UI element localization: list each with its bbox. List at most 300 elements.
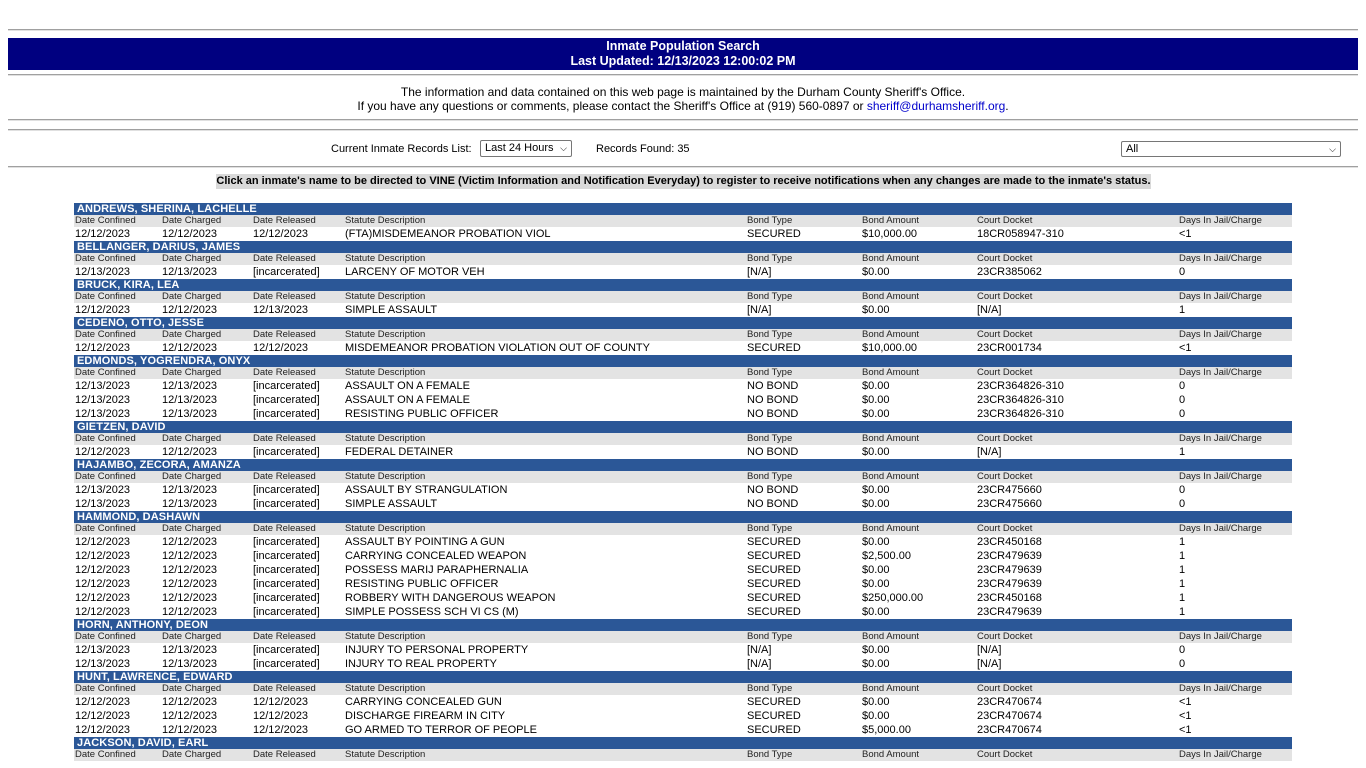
cell-bond-type: SECURED <box>747 606 801 618</box>
cell-date-charged: 12/12/2023 <box>162 228 218 240</box>
column-header-court-docket: Court Docket <box>977 329 1033 340</box>
cell-bond-type: NO BOND <box>747 446 799 458</box>
chevron-down-icon: ⌵ <box>560 143 567 153</box>
column-header-days-in-jail: Days In Jail/Charge <box>1179 433 1262 444</box>
column-header-date-released: Date Released <box>253 471 316 482</box>
cell-date-released: [incarcerated] <box>253 606 320 618</box>
column-header-court-docket: Court Docket <box>977 433 1033 444</box>
filter-select[interactable] <box>1121 141 1341 157</box>
cell-statute-description: RESISTING PUBLIC OFFICER <box>345 578 499 590</box>
column-header-date-confined: Date Confined <box>75 253 136 264</box>
cell-date-charged: 12/12/2023 <box>162 710 218 722</box>
column-header-statute-description: Statute Description <box>345 683 426 694</box>
records-range-value: Last 24 Hours <box>485 142 554 154</box>
top-divider <box>8 29 1358 31</box>
cell-court-docket: 23CR450168 <box>977 592 1042 604</box>
cell-bond-amount: $0.00 <box>862 536 890 548</box>
column-header-date-released: Date Released <box>253 433 316 444</box>
column-header-date-confined: Date Confined <box>75 471 136 482</box>
info-line-1: The information and data contained on this web page is maintained by the Durham County Sheriff's Office. <box>400 85 966 99</box>
column-header-bond-type: Bond Type <box>747 631 793 642</box>
column-header-date-charged: Date Charged <box>162 291 222 302</box>
column-header-court-docket: Court Docket <box>977 367 1033 378</box>
cell-date-confined: 12/12/2023 <box>75 304 131 316</box>
column-header-bond-amount: Bond Amount <box>862 329 920 340</box>
cell-days-in-jail: 0 <box>1179 658 1186 670</box>
cell-court-docket: 23CR364826-310 <box>977 394 1064 406</box>
cell-days-in-jail: 1 <box>1179 592 1186 604</box>
cell-bond-amount: $0.00 <box>862 394 890 406</box>
cell-date-confined: 12/12/2023 <box>75 724 131 736</box>
charge-row <box>74 265 1292 279</box>
cell-date-released: 12/12/2023 <box>253 342 309 354</box>
column-header-date-released: Date Released <box>253 523 316 534</box>
cell-date-confined: 12/13/2023 <box>75 266 131 278</box>
cell-statute-description: POSSESS MARIJ PARAPHERNALIA <box>345 564 529 576</box>
column-header-date-confined: Date Confined <box>75 523 136 534</box>
charge-row <box>74 227 1292 241</box>
cell-date-charged: 12/12/2023 <box>162 724 218 736</box>
cell-bond-amount: $0.00 <box>862 644 890 656</box>
inmate-name-link[interactable]: HUNT, LAWRENCE, EDWARD <box>74 671 1292 683</box>
cell-bond-amount: $0.00 <box>862 498 890 510</box>
cell-court-docket: 18CR058947-310 <box>977 228 1064 240</box>
cell-bond-amount: $10,000.00 <box>862 228 918 240</box>
column-header-date-charged: Date Charged <box>162 683 222 694</box>
cell-court-docket: 23CR450168 <box>977 536 1042 548</box>
charge-row <box>74 657 1292 671</box>
column-header-bond-amount: Bond Amount <box>862 215 920 226</box>
column-header-statute-description: Statute Description <box>345 291 426 302</box>
column-header-date-confined: Date Confined <box>75 329 136 340</box>
cell-statute-description: GO ARMED TO TERROR OF PEOPLE <box>345 724 537 736</box>
cell-statute-description: INJURY TO PERSONAL PROPERTY <box>345 644 529 656</box>
cell-bond-amount: $0.00 <box>862 484 890 496</box>
column-header-date-confined: Date Confined <box>75 433 136 444</box>
cell-date-released: [incarcerated] <box>253 644 320 656</box>
cell-court-docket: [N/A] <box>977 304 1002 316</box>
cell-bond-type: [N/A] <box>747 644 772 656</box>
info-line-2-end: . <box>1005 99 1009 113</box>
column-header-court-docket: Court Docket <box>977 291 1033 302</box>
cell-court-docket: [N/A] <box>977 658 1002 670</box>
column-header-date-confined: Date Confined <box>75 215 136 226</box>
column-header-days-in-jail: Days In Jail/Charge <box>1179 749 1262 760</box>
last-updated: Last Updated: 12/13/2023 12:00:02 PM <box>570 54 796 68</box>
cell-date-confined: 12/12/2023 <box>75 446 131 458</box>
info-line-2-text: If you have any questions or comments, please contact the Sheriff's Office at (919) 560-0897 or <box>357 99 867 113</box>
column-header-date-released: Date Released <box>253 215 316 226</box>
cell-date-confined: 12/12/2023 <box>75 606 131 618</box>
cell-bond-type: SECURED <box>747 228 801 240</box>
charge-row <box>74 591 1292 605</box>
column-header-bond-amount: Bond Amount <box>862 749 920 760</box>
cell-court-docket: 23CR479639 <box>977 564 1042 576</box>
cell-statute-description: ASSAULT BY STRANGULATION <box>345 484 508 496</box>
cell-date-charged: 12/13/2023 <box>162 484 218 496</box>
cell-bond-type: SECURED <box>747 536 801 548</box>
cell-court-docket: 23CR470674 <box>977 696 1042 708</box>
cell-date-charged: 12/13/2023 <box>162 658 218 670</box>
cell-date-charged: 12/13/2023 <box>162 498 218 510</box>
charge-header-row <box>74 749 1292 761</box>
cell-bond-amount: $0.00 <box>862 658 890 670</box>
filter-value: All <box>1126 143 1139 155</box>
column-header-date-released: Date Released <box>253 367 316 378</box>
column-header-date-charged: Date Charged <box>162 367 222 378</box>
charge-row <box>74 393 1292 407</box>
column-header-date-charged: Date Charged <box>162 215 222 226</box>
cell-bond-type: SECURED <box>747 592 801 604</box>
cell-bond-amount: $0.00 <box>862 304 890 316</box>
column-header-days-in-jail: Days In Jail/Charge <box>1179 471 1262 482</box>
charge-header-row <box>74 367 1292 379</box>
cell-days-in-jail: 1 <box>1179 550 1186 562</box>
cell-court-docket: 23CR479639 <box>977 578 1042 590</box>
column-header-days-in-jail: Days In Jail/Charge <box>1179 631 1262 642</box>
cell-date-released: [incarcerated] <box>253 446 320 458</box>
cell-court-docket: [N/A] <box>977 446 1002 458</box>
cell-bond-type: [N/A] <box>747 266 772 278</box>
column-header-bond-type: Bond Type <box>747 749 793 760</box>
charge-header-row <box>74 253 1292 265</box>
info-divider-2 <box>8 129 1358 131</box>
column-header-days-in-jail: Days In Jail/Charge <box>1179 329 1262 340</box>
column-header-days-in-jail: Days In Jail/Charge <box>1179 291 1262 302</box>
cell-date-confined: 12/12/2023 <box>75 228 131 240</box>
charge-row <box>74 577 1292 591</box>
column-header-statute-description: Statute Description <box>345 471 426 482</box>
cell-date-confined: 12/12/2023 <box>75 564 131 576</box>
column-header-date-confined: Date Confined <box>75 683 136 694</box>
cell-statute-description: ASSAULT ON A FEMALE <box>345 394 470 406</box>
cell-statute-description: FEDERAL DETAINER <box>345 446 454 458</box>
column-header-bond-type: Bond Type <box>747 471 793 482</box>
column-header-date-released: Date Released <box>253 329 316 340</box>
column-header-days-in-jail: Days In Jail/Charge <box>1179 523 1262 534</box>
cell-court-docket: 23CR364826-310 <box>977 408 1064 420</box>
cell-date-released: [incarcerated] <box>253 536 320 548</box>
column-header-bond-type: Bond Type <box>747 433 793 444</box>
cell-court-docket: 23CR001734 <box>977 342 1042 354</box>
cell-days-in-jail: 1 <box>1179 536 1186 548</box>
email-link[interactable]: sheriff@durhamsheriff.org <box>866 99 1006 113</box>
charge-header-row <box>74 329 1292 341</box>
column-header-days-in-jail: Days In Jail/Charge <box>1179 253 1262 264</box>
cell-date-confined: 12/13/2023 <box>75 394 131 406</box>
cell-date-released: [incarcerated] <box>253 394 320 406</box>
charge-row <box>74 303 1292 317</box>
inmate-name-link[interactable]: JACKSON, DAVID, EARL <box>74 737 1292 749</box>
inmate-name-link[interactable]: GIETZEN, DAVID <box>74 421 1292 433</box>
cell-bond-type: [N/A] <box>747 304 772 316</box>
column-header-court-docket: Court Docket <box>977 215 1033 226</box>
charge-row <box>74 341 1292 355</box>
cell-date-charged: 12/12/2023 <box>162 606 218 618</box>
cell-date-released: [incarcerated] <box>253 266 320 278</box>
cell-date-charged: 12/12/2023 <box>162 536 218 548</box>
column-header-date-released: Date Released <box>253 291 316 302</box>
charge-header-row <box>74 523 1292 535</box>
cell-date-released: [incarcerated] <box>253 408 320 420</box>
cell-statute-description: ROBBERY WITH DANGEROUS WEAPON <box>345 592 556 604</box>
cell-days-in-jail: 1 <box>1179 446 1186 458</box>
charge-row <box>74 379 1292 393</box>
cell-date-confined: 12/13/2023 <box>75 484 131 496</box>
charge-row <box>74 549 1292 563</box>
column-header-bond-amount: Bond Amount <box>862 367 920 378</box>
cell-bond-amount: $2,500.00 <box>862 550 911 562</box>
column-header-date-charged: Date Charged <box>162 749 222 760</box>
cell-bond-type: SECURED <box>747 724 801 736</box>
inmate-name-link[interactable]: HAJAMBO, ZECORA, AMANZA <box>74 459 1292 471</box>
cell-statute-description: LARCENY OF MOTOR VEH <box>345 266 485 278</box>
charge-header-row <box>74 683 1292 695</box>
cell-bond-type: NO BOND <box>747 408 799 420</box>
inmate-name-link[interactable]: BRUCK, KIRA, LEA <box>74 279 1292 291</box>
cell-date-released: [incarcerated] <box>253 578 320 590</box>
chevron-down-icon: ⌵ <box>1329 144 1336 154</box>
vine-notice: Click an inmate's name to be directed to VINE (Victim Information and Notification Everyday) to register to receive notifications when any changes are made to the inmate's status. <box>216 175 1151 187</box>
column-header-statute-description: Statute Description <box>345 367 426 378</box>
cell-date-confined: 12/12/2023 <box>75 696 131 708</box>
column-header-bond-type: Bond Type <box>747 291 793 302</box>
charge-header-row <box>74 471 1292 483</box>
cell-date-charged: 12/13/2023 <box>162 380 218 392</box>
cell-bond-type: SECURED <box>747 578 801 590</box>
cell-date-released: [incarcerated] <box>253 498 320 510</box>
cell-date-released: [incarcerated] <box>253 564 320 576</box>
cell-date-confined: 12/12/2023 <box>75 710 131 722</box>
cell-days-in-jail: <1 <box>1179 342 1192 354</box>
cell-bond-type: SECURED <box>747 696 801 708</box>
cell-statute-description: DISCHARGE FIREARM IN CITY <box>345 710 506 722</box>
cell-date-confined: 12/12/2023 <box>75 342 131 354</box>
column-header-bond-amount: Bond Amount <box>862 523 920 534</box>
cell-days-in-jail: 0 <box>1179 408 1186 420</box>
column-header-bond-amount: Bond Amount <box>862 683 920 694</box>
cell-statute-description: INJURY TO REAL PROPERTY <box>345 658 498 670</box>
column-header-date-charged: Date Charged <box>162 329 222 340</box>
cell-bond-amount: $0.00 <box>862 696 890 708</box>
column-header-bond-amount: Bond Amount <box>862 471 920 482</box>
cell-bond-type: NO BOND <box>747 484 799 496</box>
cell-bond-type: [N/A] <box>747 658 772 670</box>
column-header-court-docket: Court Docket <box>977 253 1033 264</box>
cell-statute-description: RESISTING PUBLIC OFFICER <box>345 408 499 420</box>
cell-statute-description: ASSAULT BY POINTING A GUN <box>345 536 505 548</box>
cell-court-docket: [N/A] <box>977 644 1002 656</box>
inmate-name-link[interactable]: HORN, ANTHONY, DEON <box>74 619 1292 631</box>
cell-bond-type: SECURED <box>747 550 801 562</box>
cell-bond-type: NO BOND <box>747 394 799 406</box>
cell-days-in-jail: 1 <box>1179 578 1186 590</box>
cell-days-in-jail: <1 <box>1179 724 1192 736</box>
cell-date-charged: 12/13/2023 <box>162 394 218 406</box>
charge-header-row <box>74 291 1292 303</box>
cell-court-docket: 23CR385062 <box>977 266 1042 278</box>
charge-row <box>74 643 1292 657</box>
cell-date-confined: 12/13/2023 <box>75 408 131 420</box>
column-header-bond-type: Bond Type <box>747 215 793 226</box>
charge-row <box>74 445 1292 459</box>
cell-days-in-jail: 0 <box>1179 380 1186 392</box>
cell-statute-description: SIMPLE ASSAULT <box>345 498 438 510</box>
cell-days-in-jail: 0 <box>1179 498 1186 510</box>
cell-date-charged: 12/12/2023 <box>162 446 218 458</box>
records-range-select[interactable] <box>480 140 572 157</box>
controls-divider <box>8 166 1358 168</box>
cell-date-confined: 12/12/2023 <box>75 550 131 562</box>
column-header-days-in-jail: Days In Jail/Charge <box>1179 215 1262 226</box>
cell-date-released: [incarcerated] <box>253 380 320 392</box>
column-header-bond-type: Bond Type <box>747 523 793 534</box>
cell-date-charged: 12/12/2023 <box>162 696 218 708</box>
column-header-date-released: Date Released <box>253 253 316 264</box>
cell-statute-description: CARRYING CONCEALED GUN <box>345 696 502 708</box>
column-header-date-charged: Date Charged <box>162 253 222 264</box>
inmate-name-link[interactable]: BELLANGER, DARIUS, JAMES <box>74 241 1292 253</box>
charge-row <box>74 695 1292 709</box>
inmate-name-link[interactable]: ANDREWS, SHERINA, LACHELLE <box>74 203 1292 215</box>
cell-bond-type: SECURED <box>747 342 801 354</box>
cell-bond-amount: $0.00 <box>862 606 890 618</box>
cell-court-docket: 23CR479639 <box>977 606 1042 618</box>
cell-date-released: 12/12/2023 <box>253 228 309 240</box>
banner-divider <box>8 74 1358 76</box>
cell-bond-type: SECURED <box>747 710 801 722</box>
page-banner <box>8 38 1358 70</box>
info-line-2 <box>8 99 1358 113</box>
column-header-bond-type: Bond Type <box>747 253 793 264</box>
column-header-date-confined: Date Confined <box>75 367 136 378</box>
column-header-date-charged: Date Charged <box>162 433 222 444</box>
cell-date-released: [incarcerated] <box>253 592 320 604</box>
column-header-statute-description: Statute Description <box>345 749 426 760</box>
column-header-statute-description: Statute Description <box>345 329 426 340</box>
cell-bond-amount: $5,000.00 <box>862 724 911 736</box>
cell-days-in-jail: <1 <box>1179 228 1192 240</box>
cell-date-confined: 12/13/2023 <box>75 498 131 510</box>
cell-bond-amount: $0.00 <box>862 446 890 458</box>
charge-row <box>74 497 1292 511</box>
column-header-date-released: Date Released <box>253 749 316 760</box>
column-header-date-charged: Date Charged <box>162 471 222 482</box>
cell-court-docket: 23CR470674 <box>977 724 1042 736</box>
column-header-statute-description: Statute Description <box>345 433 426 444</box>
column-header-bond-type: Bond Type <box>747 683 793 694</box>
column-header-court-docket: Court Docket <box>977 683 1033 694</box>
column-header-statute-description: Statute Description <box>345 253 426 264</box>
charge-header-row <box>74 215 1292 227</box>
inmate-name-link[interactable]: EDMONDS, YOGRENDRA, ONYX <box>74 355 1292 367</box>
column-header-court-docket: Court Docket <box>977 749 1033 760</box>
column-header-court-docket: Court Docket <box>977 523 1033 534</box>
cell-bond-amount: $0.00 <box>862 380 890 392</box>
charge-row <box>74 563 1292 577</box>
inmate-name-link[interactable]: CEDENO, OTTO, JESSE <box>74 317 1292 329</box>
column-header-bond-type: Bond Type <box>747 329 793 340</box>
info-divider-1 <box>8 119 1358 121</box>
cell-date-confined: 12/13/2023 <box>75 644 131 656</box>
charge-row <box>74 723 1292 737</box>
charge-row <box>74 605 1292 619</box>
cell-date-charged: 12/12/2023 <box>162 304 218 316</box>
cell-bond-amount: $0.00 <box>862 408 890 420</box>
cell-date-confined: 12/12/2023 <box>75 592 131 604</box>
inmate-name-link[interactable]: HAMMOND, DASHAWN <box>74 511 1292 523</box>
cell-bond-type: SECURED <box>747 564 801 576</box>
cell-statute-description: SIMPLE ASSAULT <box>345 304 438 316</box>
column-header-days-in-jail: Days In Jail/Charge <box>1179 683 1262 694</box>
column-header-statute-description: Statute Description <box>345 215 426 226</box>
cell-date-charged: 12/13/2023 <box>162 266 218 278</box>
cell-date-charged: 12/12/2023 <box>162 592 218 604</box>
cell-date-confined: 12/13/2023 <box>75 380 131 392</box>
cell-bond-type: NO BOND <box>747 498 799 510</box>
cell-date-released: 12/12/2023 <box>253 724 309 736</box>
cell-bond-amount: $0.00 <box>862 266 890 278</box>
cell-date-charged: 12/12/2023 <box>162 550 218 562</box>
cell-court-docket: 23CR364826-310 <box>977 380 1064 392</box>
cell-statute-description: ASSAULT ON A FEMALE <box>345 380 470 392</box>
cell-days-in-jail: 0 <box>1179 394 1186 406</box>
cell-date-confined: 12/13/2023 <box>75 658 131 670</box>
cell-statute-description: (FTA)MISDEMEANOR PROBATION VIOL <box>345 228 551 240</box>
cell-date-released: [incarcerated] <box>253 550 320 562</box>
column-header-days-in-jail: Days In Jail/Charge <box>1179 367 1262 378</box>
cell-court-docket: 23CR479639 <box>977 550 1042 562</box>
cell-bond-amount: $10,000.00 <box>862 342 918 354</box>
charge-header-row <box>74 631 1292 643</box>
column-header-date-confined: Date Confined <box>75 291 136 302</box>
column-header-bond-amount: Bond Amount <box>862 291 920 302</box>
cell-days-in-jail: <1 <box>1179 710 1192 722</box>
controls-bar <box>8 140 1358 160</box>
cell-days-in-jail: 0 <box>1179 484 1186 496</box>
cell-date-released: [incarcerated] <box>253 658 320 670</box>
charge-row <box>74 535 1292 549</box>
column-header-bond-amount: Bond Amount <box>862 433 920 444</box>
cell-date-charged: 12/12/2023 <box>162 578 218 590</box>
column-header-date-confined: Date Confined <box>75 749 136 760</box>
cell-days-in-jail: 0 <box>1179 644 1186 656</box>
records-list-label: Current Inmate Records List: <box>331 143 472 155</box>
cell-court-docket: 23CR475660 <box>977 484 1042 496</box>
column-header-date-charged: Date Charged <box>162 631 222 642</box>
cell-days-in-jail: 1 <box>1179 606 1186 618</box>
cell-bond-amount: $0.00 <box>862 564 890 576</box>
charge-row <box>74 709 1292 723</box>
cell-date-released: 12/12/2023 <box>253 696 309 708</box>
cell-date-released: [incarcerated] <box>253 484 320 496</box>
cell-statute-description: CARRYING CONCEALED WEAPON <box>345 550 527 562</box>
charge-header-row <box>74 433 1292 445</box>
cell-court-docket: 23CR470674 <box>977 710 1042 722</box>
charge-row <box>74 483 1292 497</box>
column-header-bond-amount: Bond Amount <box>862 631 920 642</box>
cell-date-charged: 12/12/2023 <box>162 342 218 354</box>
column-header-date-charged: Date Charged <box>162 523 222 534</box>
cell-date-released: 12/13/2023 <box>253 304 309 316</box>
cell-bond-amount: $0.00 <box>862 578 890 590</box>
cell-bond-type: NO BOND <box>747 380 799 392</box>
cell-date-confined: 12/12/2023 <box>75 578 131 590</box>
cell-date-confined: 12/12/2023 <box>75 536 131 548</box>
cell-statute-description: MISDEMEANOR PROBATION VIOLATION OUT OF COUNTY <box>345 342 650 354</box>
cell-days-in-jail: 0 <box>1179 266 1186 278</box>
column-header-date-released: Date Released <box>253 631 316 642</box>
